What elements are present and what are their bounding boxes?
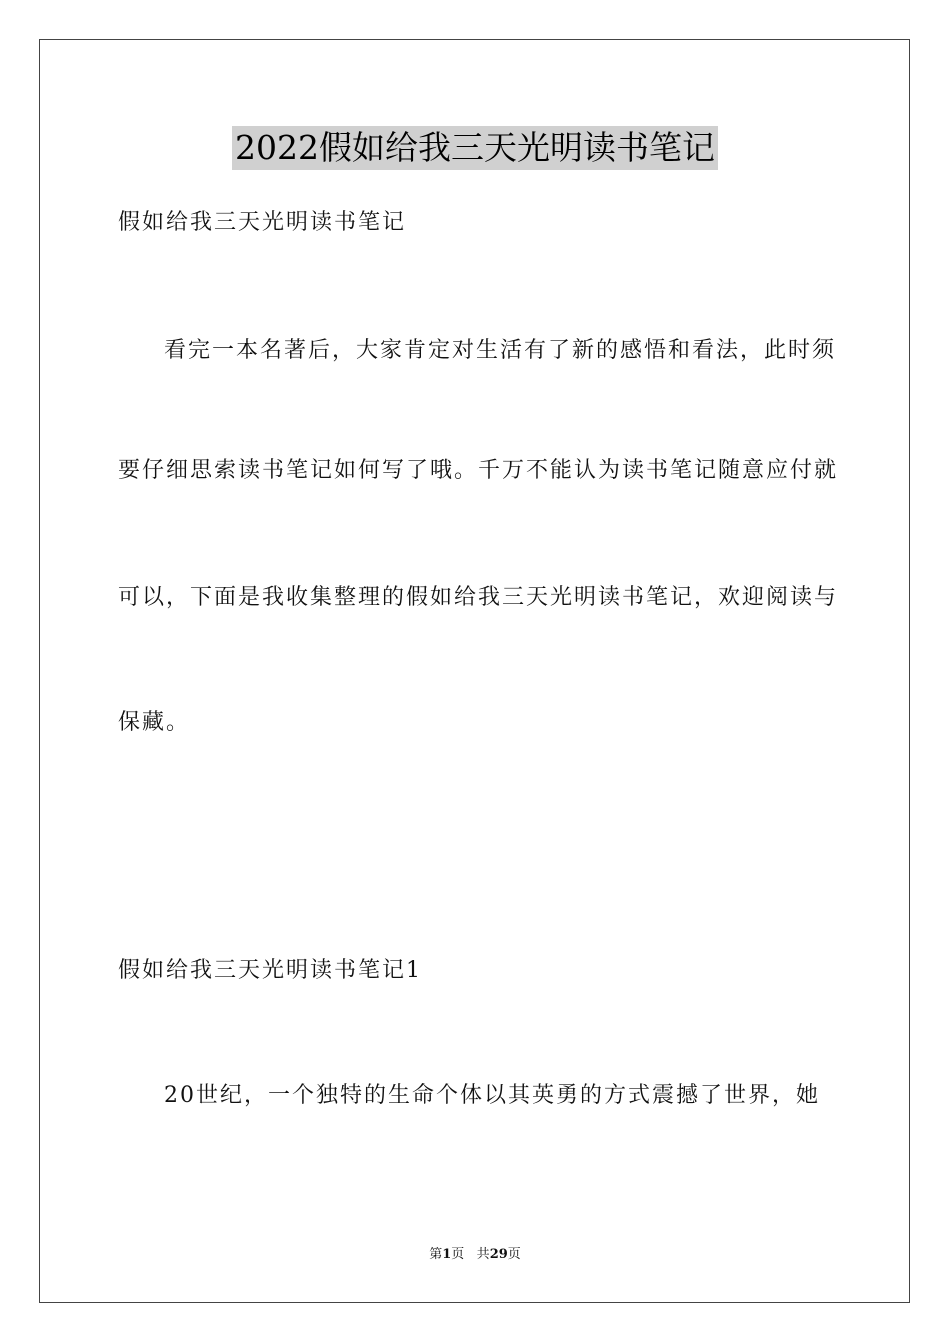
document-title: 2022假如给我三天光明读书笔记 <box>232 126 718 170</box>
footer-page-suffix: 页 <box>451 1247 465 1262</box>
footer-page-number: 1 <box>442 1247 452 1262</box>
paragraph-line: 保藏。 <box>118 710 191 735</box>
paragraph-line: 看完一本名著后，大家肯定对生活有了新的感悟和看法，此时须 <box>164 338 837 363</box>
page-footer <box>0 1246 950 1264</box>
footer-total-prefix: 共 <box>476 1247 490 1262</box>
title-container <box>0 126 950 170</box>
paragraph-line: 可以，下面是我收集整理的假如给我三天光明读书笔记，欢迎阅读与 <box>118 585 839 610</box>
section-heading: 假如给我三天光明读书笔记1 <box>118 958 422 983</box>
document-subtitle: 假如给我三天光明读书笔记 <box>118 210 407 235</box>
paragraph-line: 要仔细思索读书笔记如何写了哦。千万不能认为读书笔记随意应付就 <box>118 458 839 483</box>
footer-prefix: 第 <box>429 1247 443 1262</box>
paragraph-line: 20世纪，一个独特的生命个体以其英勇的方式震撼了世界，她 <box>164 1083 820 1108</box>
footer-total-pages: 29 <box>489 1247 508 1262</box>
footer-total-suffix: 页 <box>507 1247 521 1262</box>
